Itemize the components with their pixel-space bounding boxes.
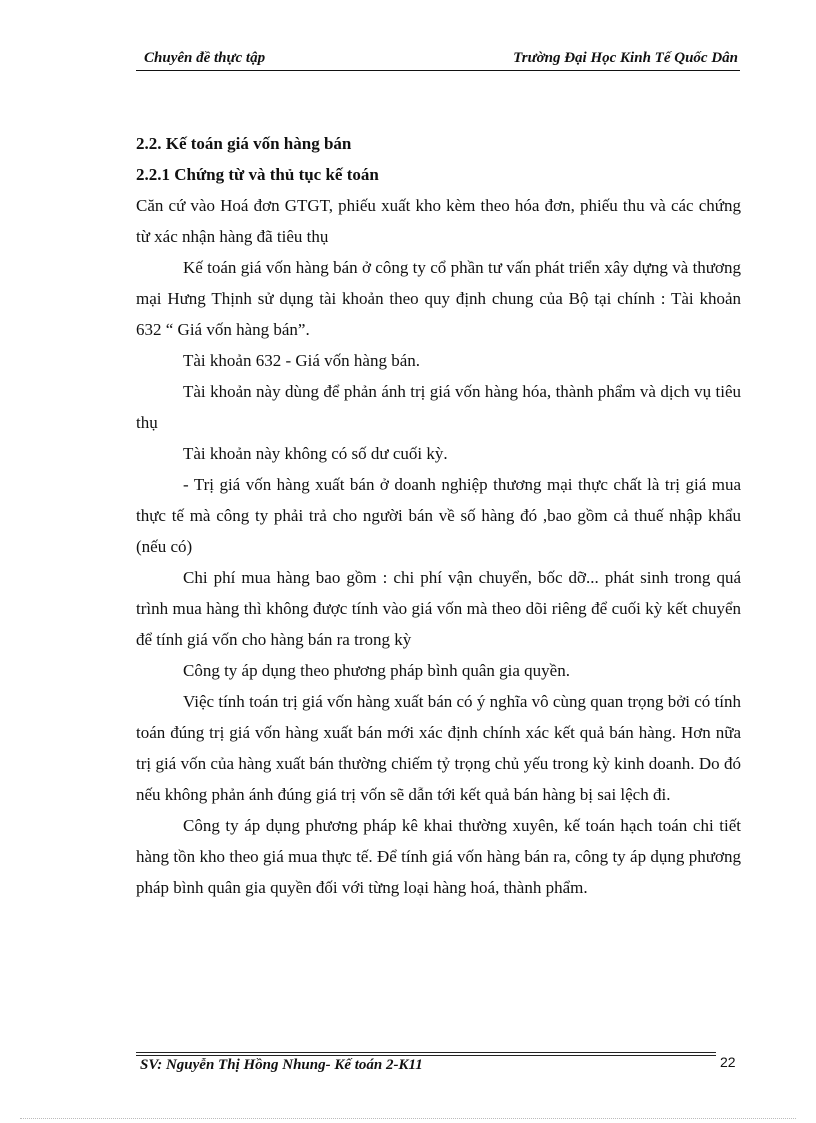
footer-rule-top	[136, 1052, 716, 1053]
header-document-type: Chuyên đề thực tập	[144, 50, 266, 66]
paragraph-5: Tài khoản này không có số dư cuối kỳ.	[183, 444, 448, 463]
page-edge-dotted-line	[20, 1118, 796, 1119]
page-header	[136, 48, 740, 70]
paragraph-9: Việc tính toán trị giá vốn hàng xuất bán có ý nghĩa vô cùng quan trọng bởi có tính toán đúng trị giá vốn hàng xuất bán mới xác định chính xác kết quả bán hàng. Hơn nữa trị giá vốn của hàng xuất bán thường chiếm tỷ trọng chủ yếu trong kỳ kinh doanh. Do đó nếu không phản ánh đúng giá trị vốn sẽ dẫn tới kết quả bán hàng bị sai lệch đi.	[136, 692, 741, 804]
paragraph-8: Công ty áp dụng theo phương pháp bình quân gia quyền.	[183, 661, 570, 680]
header-rule	[136, 70, 740, 71]
paragraph-10: Công ty áp dụng phương pháp kê khai thường xuyên, kế toán hạch toán chi tiết hàng tồn kho theo giá mua thực tế. Để tính giá vốn hàng bán ra, công ty áp dụng phương pháp bình quân gia quyền đối với từng loại hàng hoá, thành phẩm.	[136, 816, 741, 897]
document-body	[136, 128, 741, 903]
subsection-heading: 2.2.1 Chứng từ và thủ tục kế toán	[136, 165, 379, 184]
page-number: 22	[720, 1054, 736, 1070]
paragraph-6: - Trị giá vốn hàng xuất bán ở doanh nghiệp thương mại thực chất là trị giá mua thực tế mà công ty phải trả cho người bán về số hàng đó ,bao gồm cả thuế nhập khẩu (nếu có)	[136, 475, 741, 556]
paragraph-2: Kế toán giá vốn hàng bán ở công ty cổ phần tư vấn phát triển xây dựng và thương mại Hưng Thịnh sử dụng tài khoản theo quy định chung của Bộ tại chính : Tài khoản 632 “ Giá vốn hàng bán”.	[136, 258, 741, 339]
paragraph-7: Chi phí mua hàng bao gồm : chi phí vận chuyển, bốc dỡ... phát sinh trong quá trình mua hàng thì không được tính vào giá vốn mà theo dõi riêng để cuối kỳ kết chuyển để tính giá vốn cho hàng bán ra trong kỳ	[136, 568, 741, 649]
paragraph-4: Tài khoản này dùng để phản ánh trị giá vốn hàng hóa, thành phẩm và dịch vụ tiêu thụ	[136, 382, 741, 432]
section-heading: 2.2. Kế toán giá vốn hàng bán	[136, 134, 352, 153]
paragraph-1: Căn cứ vào Hoá đơn GTGT, phiếu xuất kho kèm theo hóa đơn, phiếu thu và các chứng từ xác nhận hàng đã tiêu thụ	[136, 196, 741, 246]
footer-rule-bottom	[136, 1055, 716, 1056]
footer-author: SV: Nguyễn Thị Hồng Nhung- Kế toán 2-K11	[140, 1057, 423, 1073]
paragraph-3: Tài khoản 632 - Giá vốn hàng bán.	[183, 351, 420, 370]
header-university: Trường Đại Học Kinh Tế Quốc Dân	[513, 50, 738, 66]
